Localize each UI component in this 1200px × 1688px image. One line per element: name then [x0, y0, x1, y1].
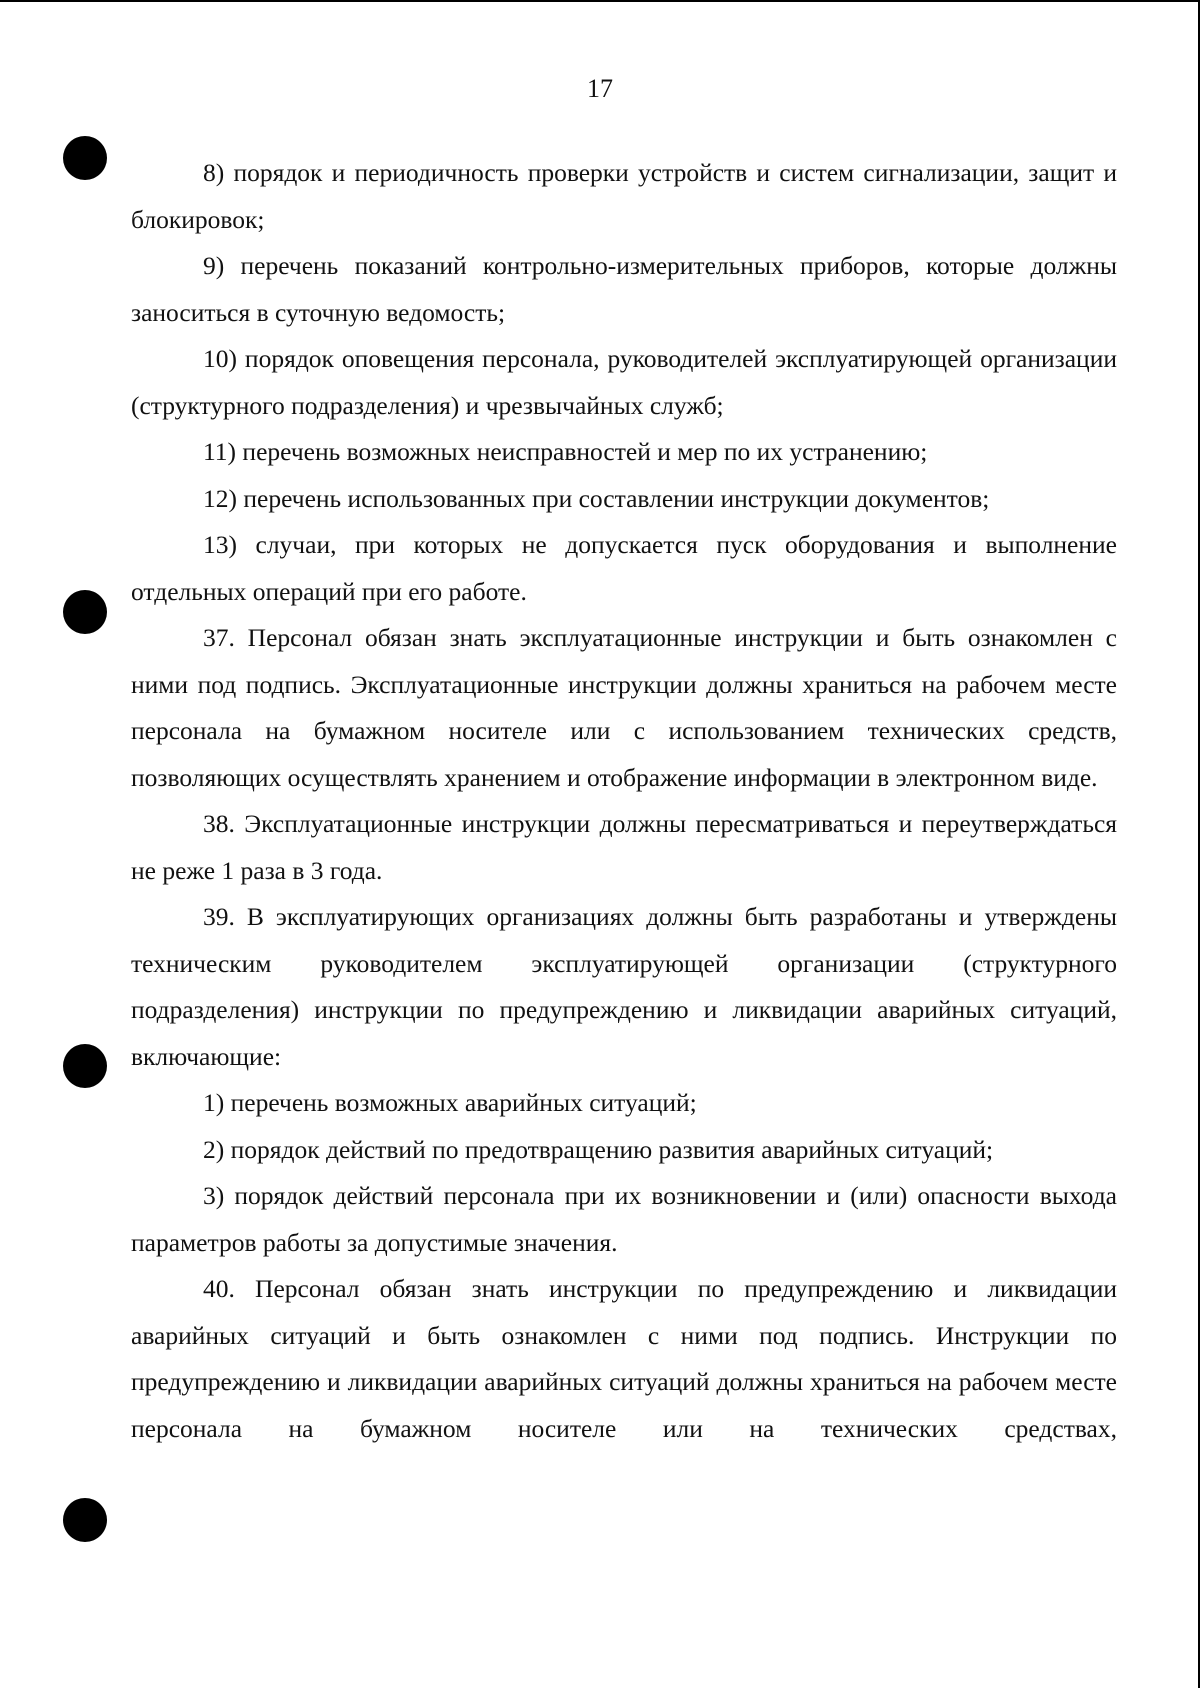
list-item-12: 12) перечень использованных при составлении инструкции документов; — [203, 483, 990, 513]
punch-hole-mark — [63, 1498, 107, 1542]
list-item-13: 13) случаи, при которых не допускается пуск оборудования и выполнение отдельных операций при его работе. — [131, 530, 1117, 606]
punch-hole-mark — [63, 590, 107, 634]
clause-37: 37. Персонал обязан знать эксплуатационные инструкции и быть ознакомлен с ними под подпись. Эксплуатационные инструкции должны храниться на рабочем месте персонала на бумажном носителе или с использованием технических средств, позволяющих осуществлять хранением и отображение информации в электронном виде. — [131, 623, 1117, 792]
clause-38: 38. Эксплуатационные инструкции должны пересматриваться и переутверждаться не реже 1 раза в 3 года. — [131, 809, 1117, 885]
list-item-11: 11) перечень возможных неисправностей и мер по их устранению; — [203, 437, 928, 466]
list-item-10: 10) порядок оповещения персонала, руководителей эксплуатирующей организации (структурного подразделения) и чрезвычайных служб; — [131, 344, 1117, 420]
page-number: 17 — [587, 74, 613, 103]
clause-39: 39. В эксплуатирующих организациях должны быть разработаны и утверждены техническим руководителем эксплуатирующей организации (структурного подразделения) инструкции по предупреждению и ликвидации аварийных ситуаций, включающие: — [131, 902, 1117, 1071]
clause-40: 40. Персонал обязан знать инструкции по предупреждению и ликвидации аварийных ситуаций и быть ознакомлен с ними под подпись. Инструкции по предупреждению и ликвидации аварийных ситуаций должны храниться на рабочем месте персонала на бумажном носителе или на технических средствах, — [131, 1274, 1117, 1443]
emergency-list-item-1: 1) перечень возможных аварийных ситуаций; — [203, 1088, 697, 1117]
punch-hole-mark — [63, 136, 107, 180]
list-item-8: 8) порядок и периодичность проверки устройств и систем сигнализации, защит и блокировок; — [131, 158, 1117, 234]
document-body — [131, 150, 1117, 1452]
punch-hole-mark — [63, 1044, 107, 1088]
emergency-list-item-3: 3) порядок действий персонала при их возникновении и (или) опасности выхода параметров работы за допустимые значения. — [131, 1181, 1117, 1257]
emergency-list-item-2: 2) порядок действий по предотвращению развития аварийных ситуаций; — [203, 1134, 994, 1164]
list-item-9: 9) перечень показаний контрольно-измерительных приборов, которые должны заноситься в суточную ведомость; — [131, 251, 1117, 327]
